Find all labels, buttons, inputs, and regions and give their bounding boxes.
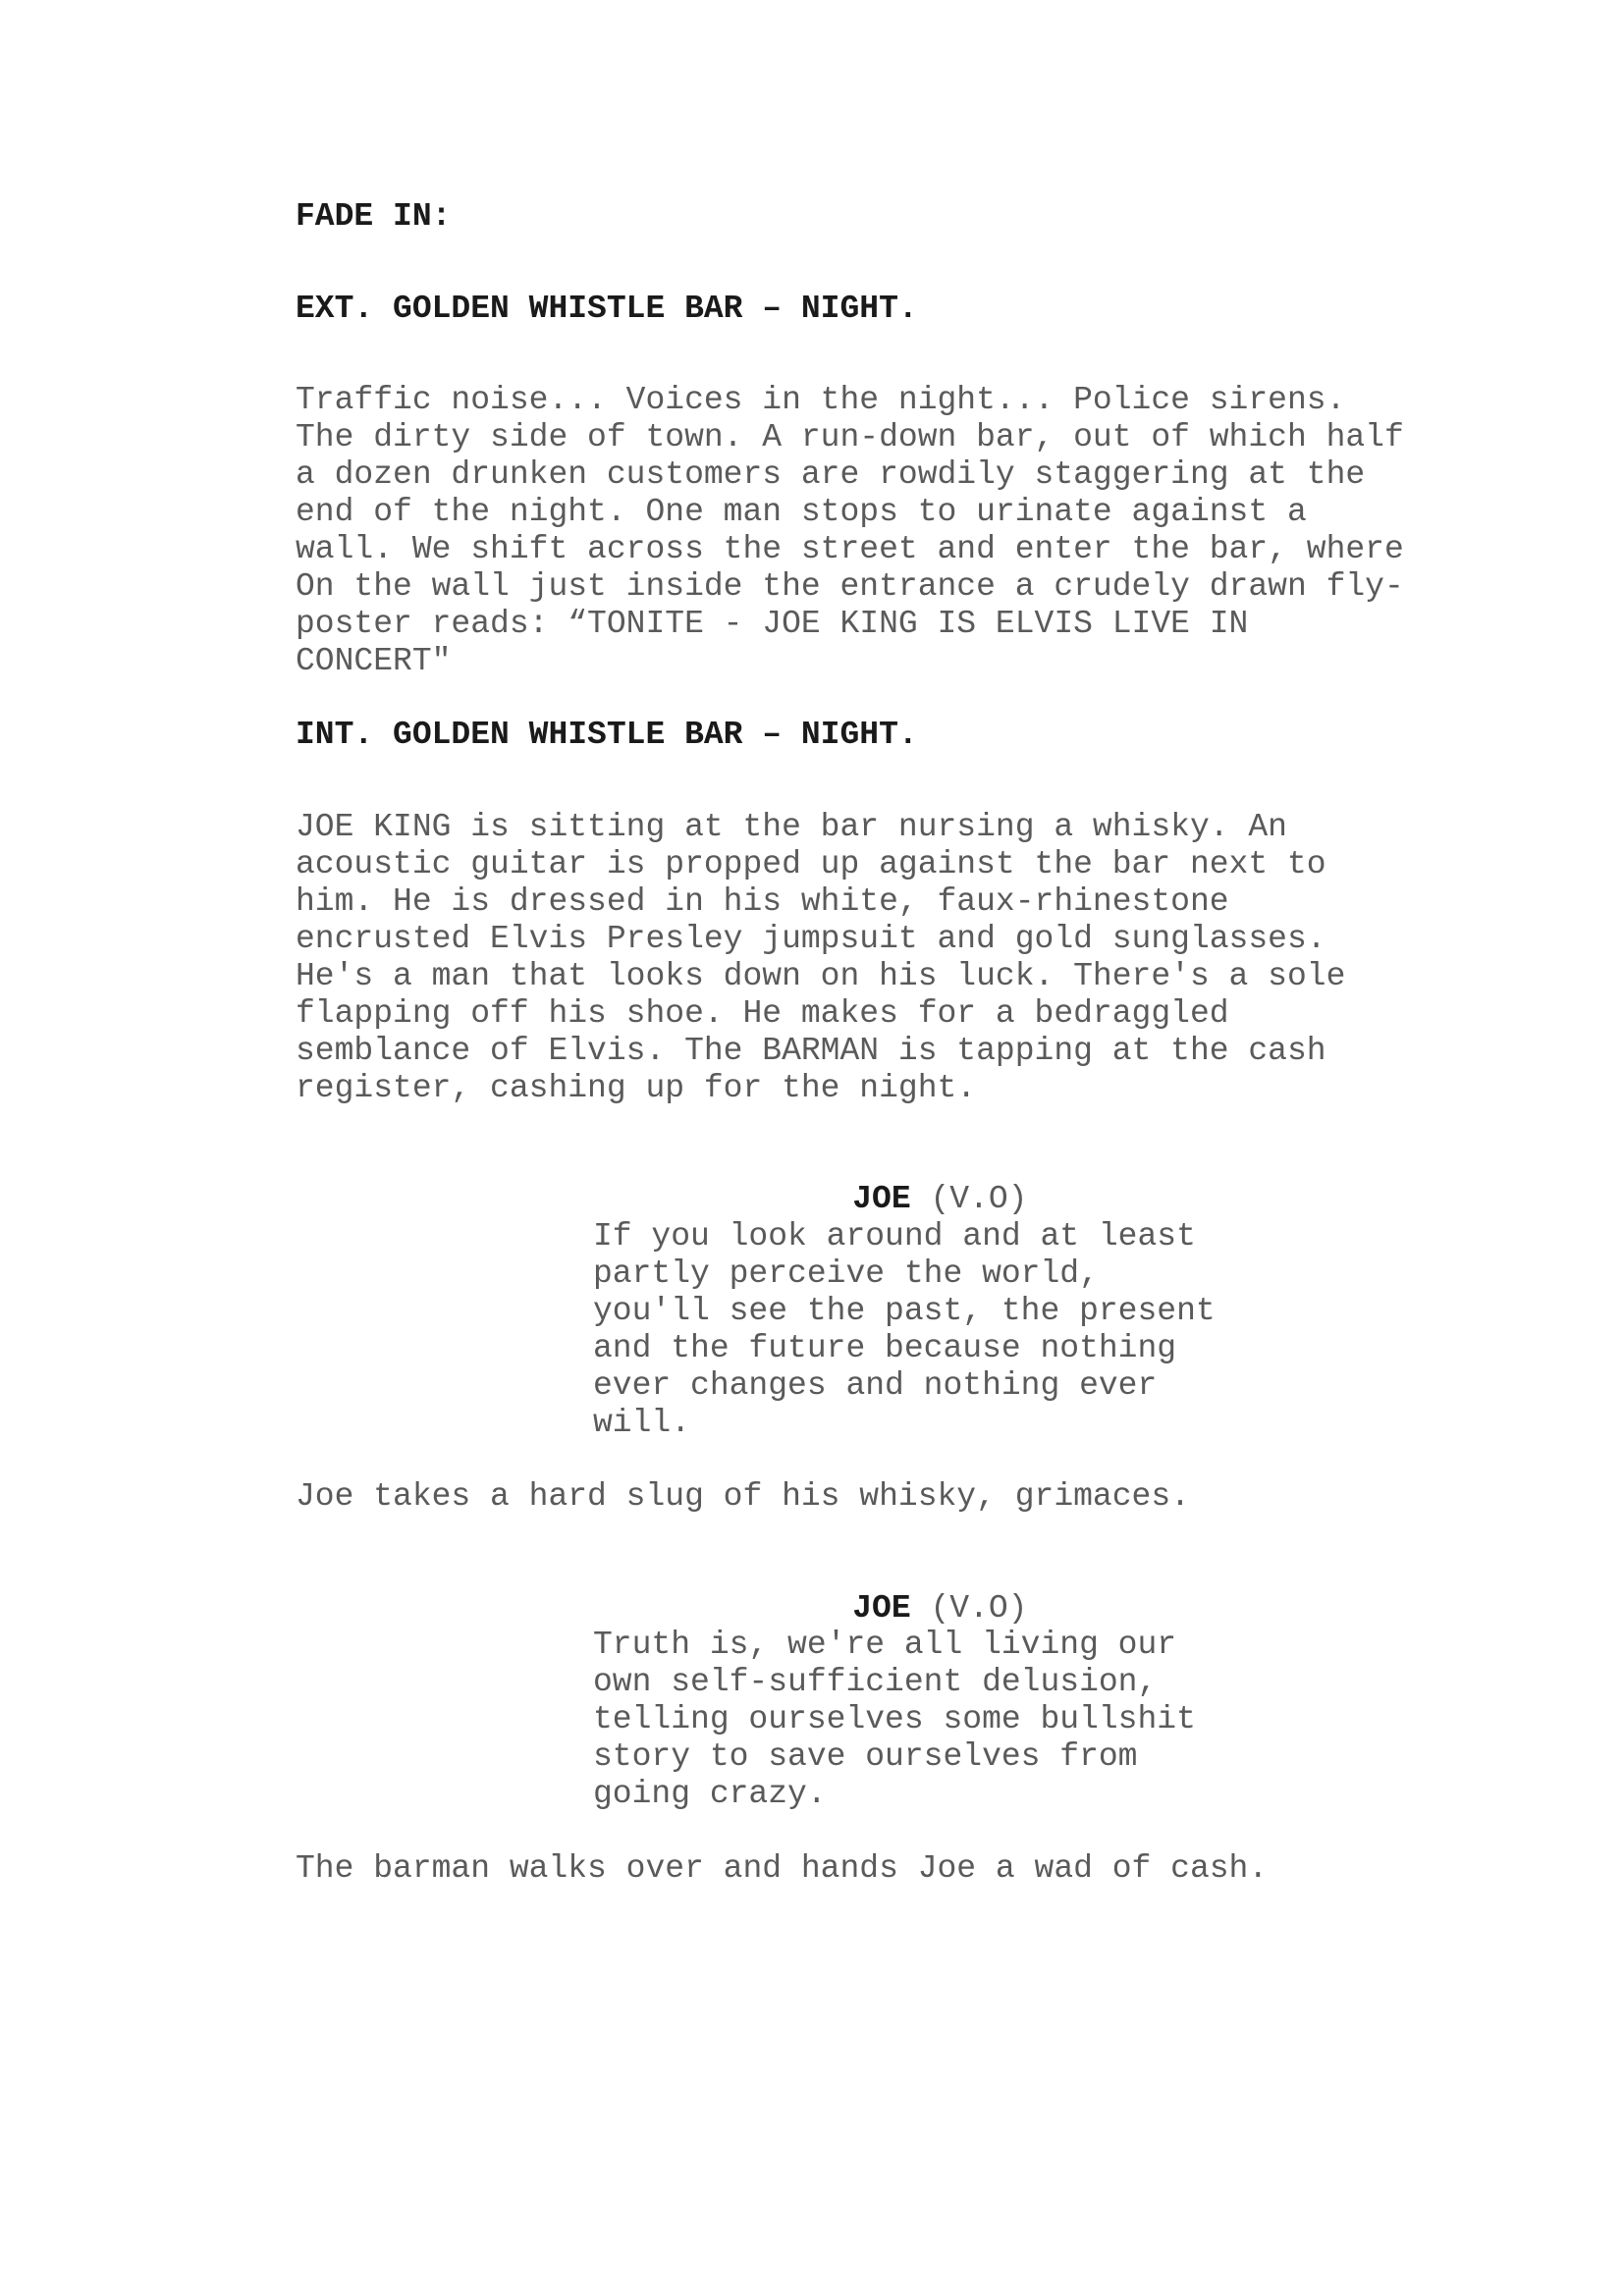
character-extension: (V.O) [930,1590,1028,1627]
transition-fade-in: FADE IN: [296,198,452,235]
dialogue-line: will. [593,1405,691,1441]
action-line: register, cashing up for the night. [296,1070,977,1106]
action-line: Joe takes a hard slug of his whisky, grimaces. [296,1478,1190,1515]
action-line: The barman walks over and hands Joe a wad of cash. [296,1850,1269,1887]
action-line: The dirty side of town. A run-down bar, out of which half [296,419,1404,455]
action-line: flapping off his shoe. He makes for a bedraggled [296,995,1229,1032]
action-line: encrusted Elvis Presley jumpsuit and gold sunglasses. [296,921,1326,957]
dialogue-line: own self-sufficient delusion, [593,1664,1158,1700]
action-line: JOE KING is sitting at the bar nursing a whisky. An [296,809,1287,845]
dialogue-line: going crazy. [593,1776,827,1812]
dialogue-line: and the future because nothing [593,1330,1177,1366]
character-name: JOE [852,1590,911,1627]
action-line: him. He is dressed in his white, faux-rhinestone [296,883,1229,920]
dialogue-line: telling ourselves some bullshit [593,1701,1196,1737]
action-line: semblance of Elvis. The BARMAN is tapping at the cash [296,1033,1326,1069]
character-extension: (V.O) [930,1181,1028,1217]
action-line: acoustic guitar is propped up against the bar next to [296,846,1326,882]
character-name: JOE [852,1181,911,1217]
action-line: Traffic noise... Voices in the night... Police sirens. [296,382,1346,418]
action-line: poster reads: “TONITE - JOE KING IS ELVIS LIVE IN [296,606,1249,642]
action-line: a dozen drunken customers are rowdily staggering at the [296,456,1366,493]
action-line: wall. We shift across the street and enter the bar, where [296,531,1404,567]
dialogue-line: ever changes and nothing ever [593,1367,1158,1404]
dialogue-line: story to save ourselves from [593,1738,1138,1775]
scene-heading-ext: EXT. GOLDEN WHISTLE BAR – NIGHT. [296,291,918,327]
action-line: He's a man that looks down on his luck. There's a sole [296,958,1346,994]
action-line: On the wall just inside the entrance a crudely drawn fly- [296,568,1404,605]
dialogue-line: partly perceive the world, [593,1255,1099,1292]
action-line: end of the night. One man stops to urinate against a [296,494,1307,530]
dialogue-line: If you look around and at least [593,1218,1196,1255]
dialogue-line: Truth is, we're all living our [593,1627,1177,1663]
scene-heading-int: INT. GOLDEN WHISTLE BAR – NIGHT. [296,717,918,753]
action-line: CONCERT" [296,643,452,679]
dialogue-line: you'll see the past, the present [593,1293,1216,1329]
